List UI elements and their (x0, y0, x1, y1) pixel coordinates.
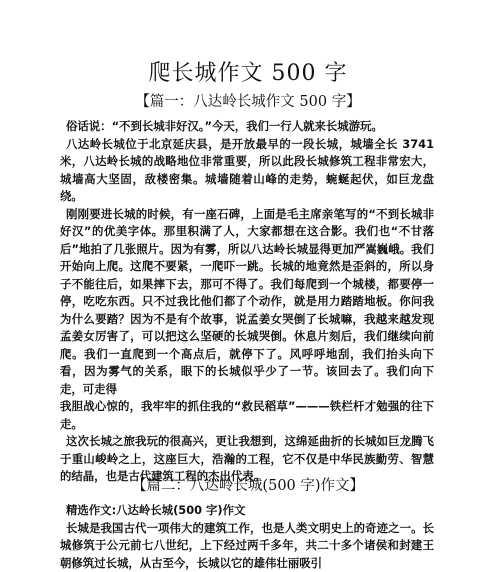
page-title: 爬长城作文 500 字 (0, 56, 496, 87)
section-heading-1: 【篇一：八达岭长城作文 500 字】 (0, 90, 496, 111)
essay-body-1 (60, 118, 434, 486)
essay-body-2 (60, 502, 434, 572)
paragraph: 刚刚要进长城的时候，有一座石碑，上面是毛主席亲笔写的“不到长城非好汉”的优美字体。那里积满了人，大家都想在这合影。我们也“不甘落后”地拍了几张照片。因为有雾，所以八达岭长城显得更加严嵩巍峨。我们开始向上爬。这爬不要紧，一爬吓一跳。长城的地竟然是歪斜的，所以身子不能往后，如果摔下去，那可不得了。我们每爬到一个城楼，都要停一停，吃吃东西。只不过我比他们都了个动作，就是用力踏踏地板。你问我为什么要踏？因为不是有个故事，说孟姜女哭倒了长城嘛，我越来越发现孟姜女厉害了，可以把这么坚硬的长城哭倒。休息片刻后，我们继续向前爬。我们一直爬到一个高点后，就停下了。风呼呼地刮，我们抬头向下看，因为雾气的关系，眼下的长城似乎少了一节。该回去了。我们向下走，可走得 (60, 206, 434, 399)
section-heading-2: 【篇二：八达岭长城(500 字)作文】 (0, 474, 496, 495)
paragraph: 长城是我国古代一项伟大的建筑工作，也是人类文明史上的奇迹之一。长城修筑于公元前七八世纪，上下经过两千多年，共二十多个诸侯和封建王朝修筑过长城，从古至今，长城以它的雄伟壮丽吸引 (60, 520, 434, 572)
paragraph: 精选作文:八达岭长城(500 字)作文 (60, 502, 434, 520)
paragraph: 八达岭长城位于北京延庆县，是开放最早的一段长城，城墙全长 3741 米，八达岭长城的战略地位非常重要，所以此段长城修筑工程非常宏大，城墙高大坚固，敌楼密集。城墙随着山峰的走势，蜿蜒起伏，如巨龙盘绕。 (60, 136, 434, 206)
paragraph: 这次长城之旅我玩的很高兴，更让我想到，这绵延曲折的长城如巨龙腾飞于重山峻岭之上，这座巨大，浩瀚的工程，它不仅是中华民族勤劳、智慧的结晶，也是古代建筑工程的杰出代表。 (60, 433, 434, 486)
paragraph: 我胆战心惊的，我牢牢的抓住我的“救民稻草”———铁栏杆才勉强的往下走。 (60, 398, 434, 433)
paragraph: 俗话说：“不到长城非好汉。”今天，我们一行人就来长城游玩。 (60, 118, 434, 136)
